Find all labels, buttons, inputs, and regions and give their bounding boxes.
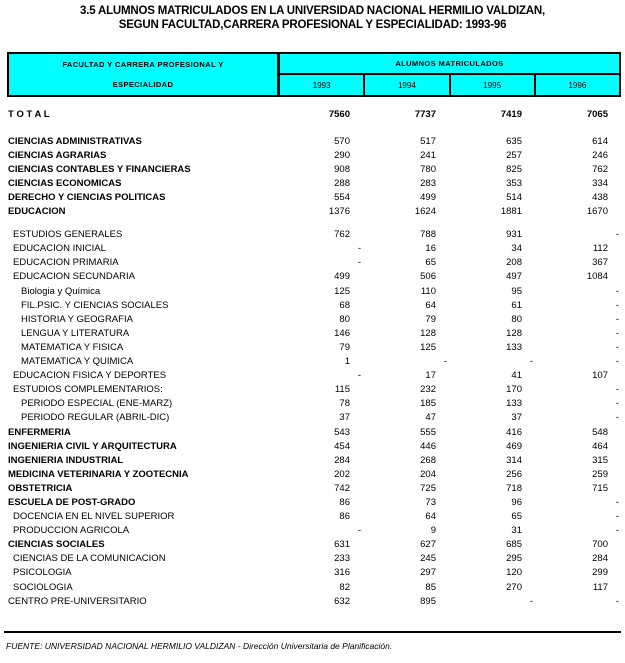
cell-value: 1670: [586, 206, 608, 218]
cell-value: 632: [334, 595, 350, 607]
cell-value: 762: [334, 229, 350, 241]
row-label: PERIODO REGULAR (ABRIL-DIC): [21, 412, 170, 424]
bottom-rule: [4, 631, 621, 633]
cell-value: 497: [506, 271, 522, 283]
cell-value: 367: [592, 257, 608, 269]
cell-value: 208: [506, 257, 522, 269]
cell-value: 543: [334, 426, 350, 438]
cell-value: -: [615, 229, 619, 241]
table-row: [7, 425, 621, 439]
table-row: [7, 205, 621, 219]
table-row: [7, 594, 621, 608]
row-label: MATEMATICA Y QUIMICA: [21, 356, 134, 368]
cell-value: 788: [420, 229, 436, 241]
row-label: INGENIERIA INDUSTRIAL: [8, 454, 124, 466]
table-row: [7, 326, 621, 340]
header-cell-year: 1994: [363, 75, 448, 96]
cell-value: 64: [425, 511, 436, 523]
table-row: [7, 510, 621, 524]
cell-value: 64: [425, 299, 436, 311]
document-title: [0, 4, 625, 32]
row-label: INGENIERIA CIVIL Y ARQUITECTURA: [8, 440, 177, 452]
cell-value: 517: [420, 135, 436, 147]
cell-value: 895: [420, 595, 436, 607]
row-label: SOCIOLOGIA: [13, 581, 73, 593]
cell-value: 1624: [414, 206, 436, 218]
cell-value: 464: [592, 440, 608, 452]
row-label: LENGUA Y LITERATURA: [21, 327, 130, 339]
cell-value: -: [615, 327, 619, 339]
cell-value: 107: [592, 370, 608, 382]
cell-value: 245: [420, 553, 436, 565]
cell-value: 82: [339, 581, 350, 593]
cell-value: 315: [592, 454, 608, 466]
table-row: [7, 355, 621, 369]
cell-value: 246: [592, 149, 608, 161]
row-label: OBSTETRICIA: [8, 482, 73, 494]
cell-value: 257: [506, 149, 522, 161]
cell-value: 284: [592, 553, 608, 565]
row-label: EDUCACION INICIAL: [13, 243, 106, 255]
cell-value: 554: [334, 192, 350, 204]
cell-value: 202: [334, 468, 350, 480]
cell-value: 16: [425, 243, 436, 255]
table-row: [7, 312, 621, 326]
table-row: [7, 397, 621, 411]
row-label: HISTORIA Y GEOGRAFIA: [21, 313, 133, 325]
table-row: [7, 580, 621, 594]
cell-value: 37: [511, 412, 522, 424]
row-spacer: [7, 219, 621, 228]
cell-value: 61: [511, 299, 522, 311]
cell-value: 825: [506, 163, 522, 175]
header-years-group: [280, 54, 619, 95]
table-row: [7, 176, 621, 190]
cell-value: -: [443, 356, 447, 368]
cell-value: 270: [506, 581, 522, 593]
cell-value: 1084: [586, 271, 608, 283]
cell-value: -: [615, 299, 619, 311]
header-cell-facultad: [9, 54, 280, 95]
table-row: [7, 383, 621, 397]
cell-value: 685: [506, 539, 522, 551]
cell-value: 334: [592, 177, 608, 189]
cell-value: 7419: [500, 108, 522, 120]
row-label: PSICOLOGIA: [13, 567, 72, 579]
row-label: CENTRO PRE-UNIVERSITARIO: [8, 595, 147, 607]
cell-value: 7737: [414, 108, 436, 120]
cell-value: 256: [506, 468, 522, 480]
cell-value: 931: [506, 229, 522, 241]
cell-value: -: [357, 525, 361, 537]
table-row: [7, 453, 621, 467]
row-label: DERECHO Y CIENCIAS POLITICAS: [8, 192, 166, 204]
cell-value: 34: [511, 243, 522, 255]
cell-value: 125: [420, 341, 436, 353]
cell-value: 86: [339, 496, 350, 508]
cell-value: 9: [430, 525, 436, 537]
cell-value: 499: [420, 192, 436, 204]
header-facultad-line-2: ESPECIALIDAD: [112, 80, 174, 90]
cell-value: -: [615, 412, 619, 424]
cell-value: 241: [420, 149, 436, 161]
table-row: [7, 190, 621, 204]
cell-value: -: [615, 525, 619, 537]
cell-value: 297: [420, 567, 436, 579]
cell-value: 146: [334, 327, 350, 339]
header-cell-year: 1996: [534, 75, 619, 96]
table-row: [7, 439, 621, 453]
cell-value: 85: [425, 581, 436, 593]
cell-value: 41: [511, 370, 522, 382]
table-row: [7, 566, 621, 580]
cell-value: 614: [592, 135, 608, 147]
cell-value: -: [357, 257, 361, 269]
row-label: CIENCIAS SOCIALES: [8, 539, 105, 551]
cell-value: 446: [420, 440, 436, 452]
cell-value: 47: [425, 412, 436, 424]
cell-value: -: [357, 243, 361, 255]
cell-value: 299: [592, 567, 608, 579]
cell-value: 570: [334, 135, 350, 147]
cell-value: 233: [334, 553, 350, 565]
header-years-row: [280, 75, 619, 96]
table-header: [7, 52, 621, 97]
cell-value: 125: [334, 285, 350, 297]
table-row: [7, 495, 621, 509]
row-label: EDUCACION: [8, 206, 66, 218]
cell-value: 7560: [328, 108, 350, 120]
row-spacer: [7, 121, 621, 134]
cell-value: 115: [334, 384, 350, 396]
cell-value: 120: [506, 567, 522, 579]
cell-value: 635: [506, 135, 522, 147]
cell-value: 128: [420, 327, 436, 339]
cell-value: 117: [592, 581, 608, 593]
cell-value: 31: [511, 525, 522, 537]
cell-value: 79: [339, 341, 350, 353]
cell-value: 133: [506, 341, 522, 353]
cell-value: 506: [420, 271, 436, 283]
cell-value: -: [615, 496, 619, 508]
cell-value: -: [615, 341, 619, 353]
source-note: FUENTE: UNIVERSIDAD NACIONAL HERMILIO VALDIZAN - Dirección Universitaria de Planificación.: [6, 641, 393, 651]
row-label: DOCENCIA EN EL NIVEL SUPERIOR: [13, 511, 175, 523]
row-label: ESCUELA DE POST-GRADO: [8, 496, 136, 508]
table-row: [7, 298, 621, 312]
cell-value: 454: [334, 440, 350, 452]
cell-value: 96: [511, 496, 522, 508]
table-row: [7, 270, 621, 284]
cell-value: 627: [420, 539, 436, 551]
cell-value: 1: [344, 356, 350, 368]
cell-value: 353: [506, 177, 522, 189]
cell-value: 7065: [586, 108, 608, 120]
cell-value: 204: [420, 468, 436, 480]
cell-value: 715: [592, 482, 608, 494]
cell-value: 780: [420, 163, 436, 175]
row-label: PRODUCCION AGRICOLA: [13, 525, 130, 537]
table-row: [7, 242, 621, 256]
cell-value: -: [615, 384, 619, 396]
title-line-1: 3.5 ALUMNOS MATRICULADOS EN LA UNIVERSIDAD NACIONAL HERMILIO VALDIZAN,: [80, 5, 545, 17]
header-facultad-line-1: FACULTAD Y CARRERA PROFESIONAL Y: [62, 59, 224, 69]
cell-value: -: [615, 285, 619, 297]
table-row: [7, 552, 621, 566]
table-row: [7, 524, 621, 538]
row-label: ESTUDIOS GENERALES: [13, 229, 123, 241]
cell-value: -: [615, 595, 619, 607]
table-row: [7, 256, 621, 270]
table-row: [7, 340, 621, 354]
table-body: [7, 107, 621, 608]
row-label: ENFERMERIA: [8, 426, 71, 438]
cell-value: 1376: [328, 206, 350, 218]
cell-value: -: [615, 356, 619, 368]
cell-value: 718: [506, 482, 522, 494]
header-cell-alumnos-matriculados: ALUMNOS MATRICULADOS: [280, 54, 619, 75]
cell-value: 170: [506, 384, 522, 396]
cell-value: 416: [506, 426, 522, 438]
row-label: EDUCACION FISICA Y DEPORTES: [13, 370, 167, 382]
cell-value: 112: [592, 243, 608, 255]
cell-value: 80: [339, 313, 350, 325]
table-row: [7, 369, 621, 383]
row-label: MATEMATICA Y FISICA: [21, 341, 124, 353]
table-row: [7, 134, 621, 148]
cell-value: 37: [339, 412, 350, 424]
cell-value: 908: [334, 163, 350, 175]
row-label: CIENCIAS CONTABLES Y FINANCIERAS: [8, 163, 191, 175]
cell-value: 128: [506, 327, 522, 339]
cell-value: 79: [425, 313, 436, 325]
cell-value: 284: [334, 454, 350, 466]
cell-value: -: [529, 595, 533, 607]
cell-value: 283: [420, 177, 436, 189]
row-label: CIENCIAS ECONOMICAS: [8, 177, 122, 189]
cell-value: 438: [592, 192, 608, 204]
cell-value: 762: [592, 163, 608, 175]
row-label: CIENCIAS AGRARIAS: [8, 149, 107, 161]
cell-value: 80: [511, 313, 522, 325]
cell-value: 725: [420, 482, 436, 494]
table-row: [7, 481, 621, 495]
table-row: [7, 228, 621, 242]
row-label: ESTUDIOS COMPLEMENTARIOS:: [13, 384, 163, 396]
header-cell-year: 1995: [449, 75, 534, 96]
cell-value: 95: [511, 285, 522, 297]
row-label: EDUCACION PRIMARIA: [13, 257, 119, 269]
title-line-2: SEGUN FACULTAD,CARRERA PROFESIONAL Y ESPECIALIDAD: 1993-96: [118, 19, 507, 31]
row-label: T O T A L: [8, 108, 50, 120]
cell-value: 555: [420, 426, 436, 438]
row-label: CIENCIAS ADMINISTRATIVAS: [8, 135, 142, 147]
cell-value: 232: [420, 384, 436, 396]
table-row: [7, 467, 621, 481]
cell-value: 268: [420, 454, 436, 466]
table-row: [7, 411, 621, 425]
table-row: [7, 284, 621, 298]
row-label: CIENCIAS DE LA COMUNICACION: [13, 553, 166, 565]
table-row: [7, 107, 621, 121]
cell-value: 68: [339, 299, 350, 311]
cell-value: 17: [425, 370, 436, 382]
cell-value: 1881: [500, 206, 522, 218]
cell-value: 631: [334, 539, 350, 551]
cell-value: 288: [334, 177, 350, 189]
cell-value: 78: [339, 398, 350, 410]
cell-value: 259: [592, 468, 608, 480]
cell-value: 514: [506, 192, 522, 204]
cell-value: 548: [592, 426, 608, 438]
cell-value: 133: [506, 398, 522, 410]
cell-value: 86: [339, 511, 350, 523]
cell-value: 499: [334, 271, 350, 283]
cell-value: 700: [592, 539, 608, 551]
cell-value: 65: [511, 511, 522, 523]
header-cell-year: 1993: [312, 81, 331, 90]
table-row: [7, 162, 621, 176]
cell-value: 110: [420, 285, 436, 297]
table-row: [7, 148, 621, 162]
cell-value: 65: [425, 257, 436, 269]
cell-value: -: [615, 398, 619, 410]
cell-value: 295: [506, 553, 522, 565]
cell-value: 742: [334, 482, 350, 494]
cell-value: 314: [506, 454, 522, 466]
table-row: [7, 538, 621, 552]
row-label: MEDICINA VETERINARIA Y ZOOTECNIA: [8, 468, 189, 480]
row-label: EDUCACION SECUNDARIA: [13, 271, 135, 283]
cell-value: 290: [334, 149, 350, 161]
cell-value: 185: [420, 398, 436, 410]
cell-value: -: [615, 511, 619, 523]
cell-value: -: [529, 356, 533, 368]
cell-value: 73: [425, 496, 436, 508]
cell-value: -: [615, 313, 619, 325]
cell-value: 469: [506, 440, 522, 452]
row-label: FIL.PSIC. Y CIENCIAS SOCIALES: [21, 299, 169, 311]
row-label: PERIODO ESPECIAL (ENE-MARZ): [21, 398, 173, 410]
cell-value: 316: [334, 567, 350, 579]
row-label: Biologia y Química: [21, 285, 101, 297]
cell-value: -: [357, 370, 361, 382]
